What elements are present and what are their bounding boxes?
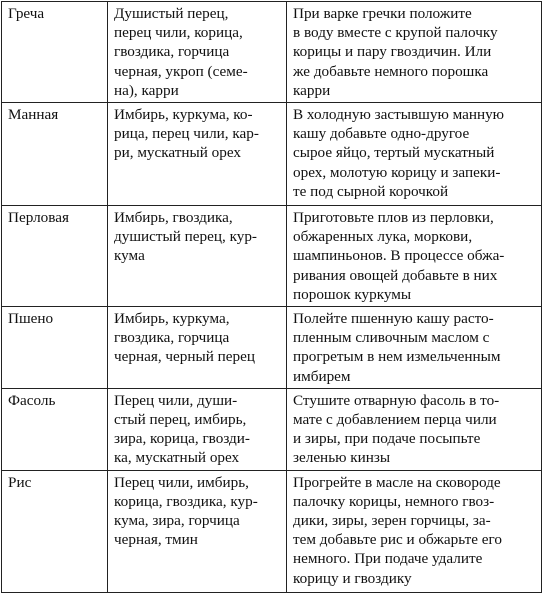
spices-cell: Имбирь, гвоздика, душистый перец, кур- кума	[108, 206, 287, 307]
table-row	[2, 103, 542, 206]
table-row	[2, 2, 542, 103]
spices-cell: Душистый перец, перец чили, корица, гвоздика, горчица черная, укроп (семе- на), карри	[108, 2, 287, 103]
grain-cell: Манная	[2, 103, 108, 206]
spices-cell: Имбирь, куркума, гвоздика, горчица черная, черный перец	[108, 307, 287, 389]
grain-cell: Пшено	[2, 307, 108, 389]
tip-cell: В холодную застывшую манную кашу добавьте одно-другое сырое яйцо, тертый мускатный орех, молотую корицу и запеки- те под сырной корочкой	[287, 103, 542, 206]
table-row	[2, 388, 542, 470]
table-row	[2, 307, 542, 389]
spices-cell: Перец чили, имбирь, корица, гвоздика, кур- кума, зира, горчица черная, тмин	[108, 470, 287, 592]
table-row	[2, 470, 542, 592]
spices-cell: Перец чили, души- стый перец, имбирь, зира, корица, гвозди- ка, мускатный орех	[108, 388, 287, 470]
grain-cell: Фасоль	[2, 388, 108, 470]
grain-cell: Рис	[2, 470, 108, 592]
tip-cell: При варке гречки положите в воду вместе с крупой палочку корицы и пару гвоздичин. Или же добавьте немного порошка карри	[287, 2, 542, 103]
grain-cell: Греча	[2, 2, 108, 103]
tip-cell: Прогрейте в масле на сковороде палочку корицы, немного гвоз- дики, зиры, зерен горчицы, за- тем добавьте рис и обжарьте его немного. При подаче удалите корицу и гвоздику	[287, 470, 542, 592]
spices-cell: Имбирь, куркума, ко- рица, перец чили, кар- ри, мускатный орех	[108, 103, 287, 206]
tip-cell: Полейте пшенную кашу расто- пленным сливочным маслом с прогретым в нем измельченным имбирем	[287, 307, 542, 389]
tip-cell: Приготовьте плов из перловки, обжаренных лука, моркови, шампиньонов. В процессе обжа- ривания овощей добавьте в них порошок куркумы	[287, 206, 542, 307]
spice-pairing-table	[1, 1, 542, 593]
grain-cell: Перловая	[2, 206, 108, 307]
table-row	[2, 206, 542, 307]
tip-cell: Стушите отварную фасоль в то- мате с добавлением перца чили и зиры, при подаче посыпьте зеленью кинзы	[287, 388, 542, 470]
